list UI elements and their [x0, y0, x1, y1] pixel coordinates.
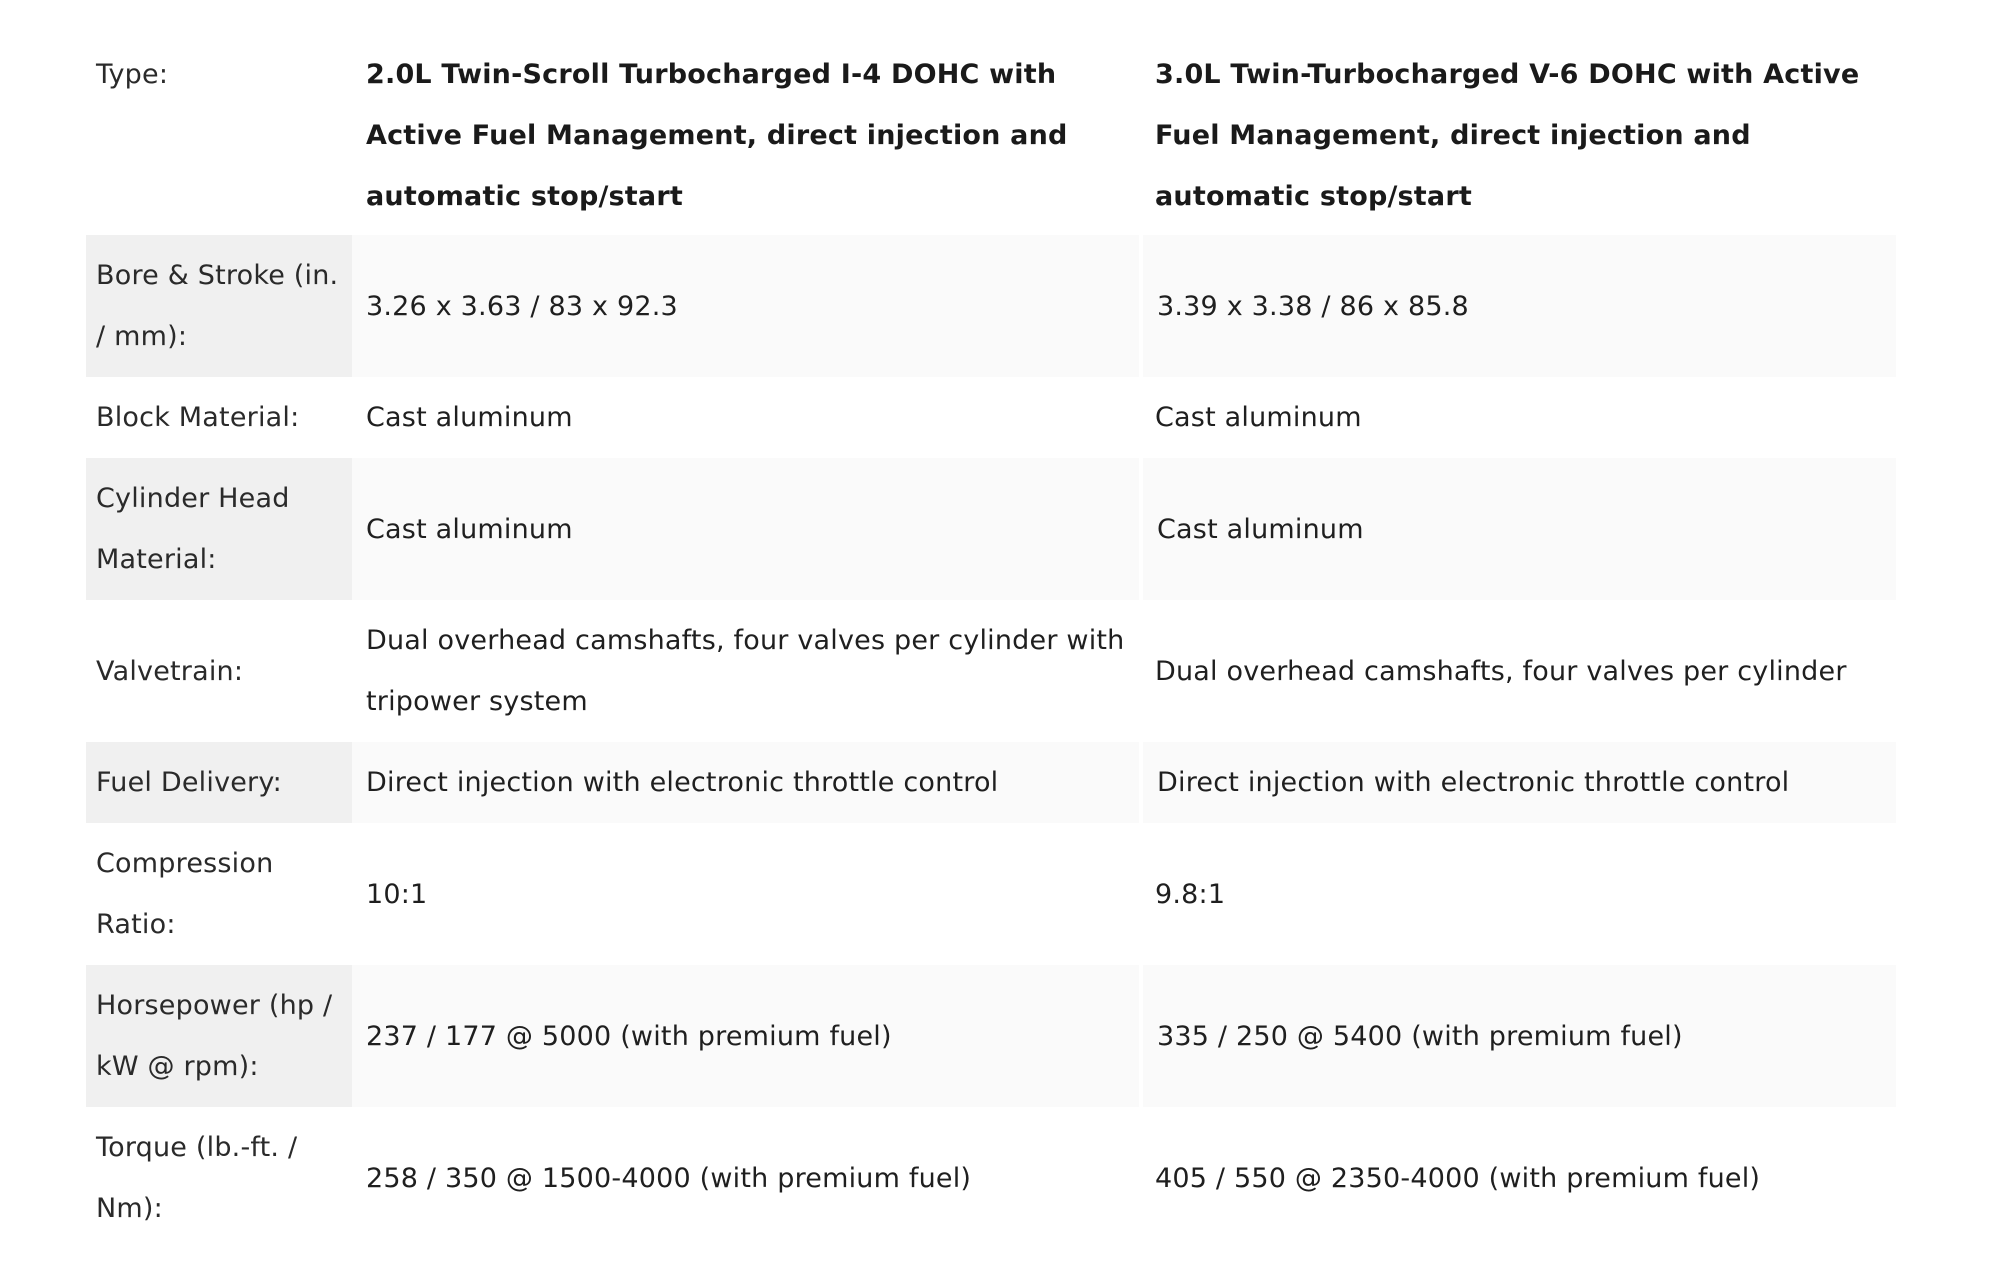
engine-a-value: Cast aluminum	[352, 458, 1141, 600]
spec-row-horsepower	[86, 965, 1896, 1107]
engine-b-value: Dual overhead camshafts, four valves per cylinder	[1155, 655, 1847, 687]
engine-a-value: 258 / 350 @ 1500-4000 (with premium fuel)	[366, 1162, 972, 1194]
spec-row-valvetrain	[86, 600, 1896, 742]
spec-label: Fuel Delivery:	[86, 742, 352, 823]
spec-label: Block Material:	[96, 402, 300, 433]
engine-a-value: Dual overhead camshafts, four valves per cylinder with tripower system	[366, 625, 1125, 717]
engine-a-value: 3.26 x 3.63 / 83 x 92.3	[352, 235, 1141, 377]
engine-b-value: 3.0L Twin-Turbocharged V-6 DOHC with Active Fuel Management, direct injection and automatic stop/start	[1155, 59, 1860, 212]
engine-a-value: Direct injection with electronic throttle control	[352, 742, 1141, 823]
spec-label: Torque (lb.-ft. / Nm):	[96, 1132, 298, 1224]
spec-label: Cylinder Head Material:	[86, 458, 352, 600]
engine-b-value: 335 / 250 @ 5400 (with premium fuel)	[1141, 965, 1896, 1107]
engine-b-value: 3.39 x 3.38 / 86 x 85.8	[1141, 235, 1896, 377]
spec-label: Compression Ratio:	[96, 848, 274, 940]
spec-row-compression-ratio	[86, 823, 1896, 965]
engine-b-value: 9.8:1	[1155, 878, 1226, 910]
spec-row-fuel-delivery	[86, 742, 1896, 823]
spec-row-bore-stroke	[86, 235, 1896, 377]
spec-label: Type:	[96, 59, 169, 90]
engine-a-value: Cast aluminum	[366, 402, 573, 433]
engine-a-value: 237 / 177 @ 5000 (with premium fuel)	[352, 965, 1141, 1107]
engine-a-value: 2.0L Twin-Scroll Turbocharged I-4 DOHC with Active Fuel Management, direct injection and automatic stop/start	[366, 59, 1068, 212]
spec-label: Bore & Stroke (in. / mm):	[86, 235, 352, 377]
spec-row-torque	[86, 1107, 1896, 1249]
spec-label: Valvetrain:	[96, 655, 244, 687]
engine-a-value: 10:1	[366, 878, 428, 910]
engine-spec-table	[86, 22, 1896, 1249]
spec-row-block-material	[86, 377, 1896, 458]
engine-b-value: Cast aluminum	[1141, 458, 1896, 600]
engine-b-value: Cast aluminum	[1155, 402, 1362, 433]
spec-row-cylinder-head	[86, 458, 1896, 600]
spec-label: Horsepower (hp / kW @ rpm):	[86, 965, 352, 1107]
engine-b-value: 405 / 550 @ 2350-4000 (with premium fuel)	[1155, 1162, 1761, 1194]
engine-b-value: Direct injection with electronic throttle control	[1141, 742, 1896, 823]
spec-row-type	[86, 22, 1896, 235]
